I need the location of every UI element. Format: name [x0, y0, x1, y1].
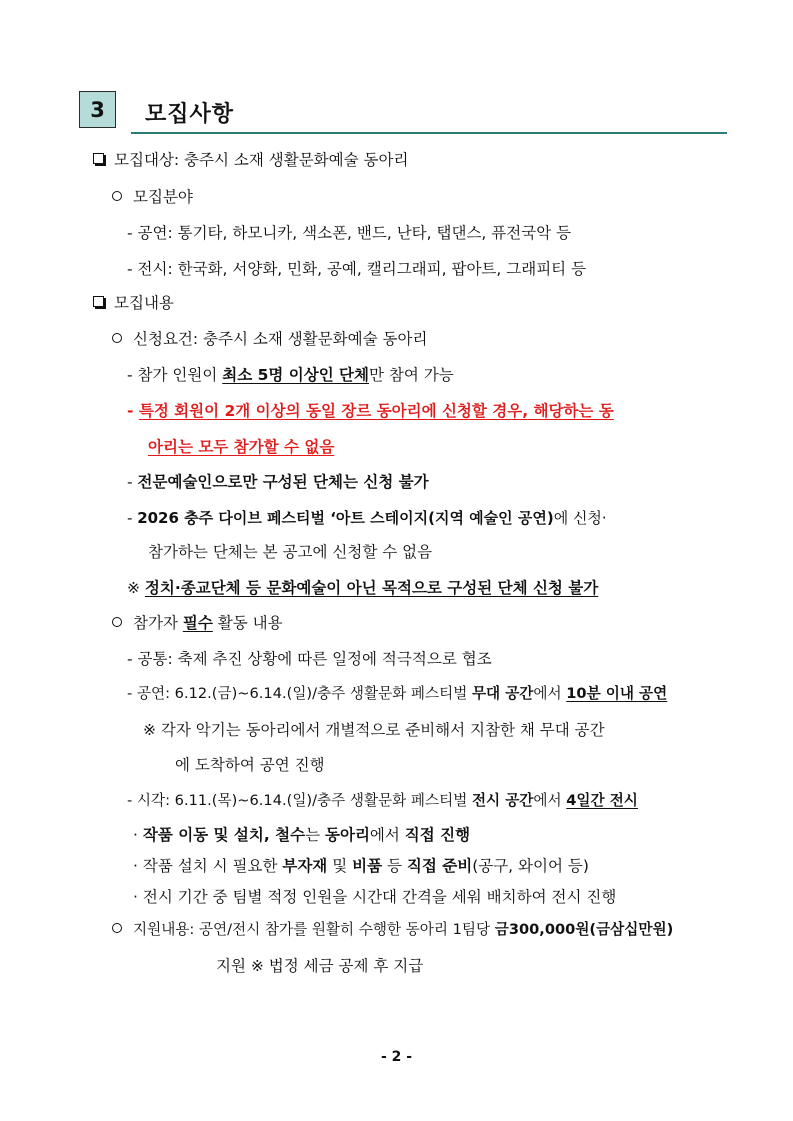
circle-bullet-icon — [112, 923, 122, 933]
duty-performance: - 공연: 6.12.(금)~6.14.(일)/충주 생활문화 페스티벌 무대 공간에서 10분 이내 공연 — [127, 685, 668, 702]
support-content: 지원내용: 공연/전시 참가를 원활히 수행한 동아리 1팀당 금300,000원(금삼십만원) — [112, 920, 673, 940]
performance-genres: - 공연: 통기타, 하모니카, 색소폰, 밴드, 난타, 탭댄스, 퓨전국악 등 — [127, 224, 572, 242]
duty-exhibition: - 시각: 6.11.(목)~6.14.(일)/충주 생활문화 페스티벌 전시 공간에서 4일간 전시 — [127, 792, 638, 809]
page-number: - 2 - — [380, 1049, 413, 1065]
requirement-no-professionals: - 전문예술인으로만 구성된 단체는 신청 불가 — [127, 473, 429, 491]
participant-duties-heading: 참가자 필수 활동 내용 — [112, 613, 283, 633]
exhibition-install: · 작품 이동 및 설치, 철수는 동아리에서 직접 진행 — [133, 826, 471, 844]
requirement-art-stage: - 2026 충주 다이브 페스티벌 ‘아트 스테이지(지역 예술인 공연)에 신청· — [127, 509, 607, 527]
duty-common: - 공통: 축제 추진 상황에 따른 일정에 적극적으로 협조 — [127, 650, 492, 668]
circle-bullet-icon — [112, 617, 122, 627]
application-requirements: 신청요건: 충주시 소재 생활문화예술 동아리 — [112, 329, 427, 349]
support-content-cont: 지원 ※ 법정 세금 공제 후 지급 — [216, 957, 424, 975]
note-instruments: ※ 각자 악기는 동아리에서 개별적으로 준비해서 지참한 채 무대 공간 — [143, 721, 605, 739]
recruit-content-heading: 모집내용 — [93, 293, 174, 313]
section-number: 3 — [90, 97, 105, 122]
square-bullet-icon — [93, 296, 104, 307]
requirement-min-members: - 참가 인원이 최소 5명 이상인 단체만 참여 가능 — [127, 366, 454, 384]
section-divider — [131, 132, 727, 134]
requirement-duplicate-warning-cont: 아리는 모두 참가할 수 없음 — [148, 438, 335, 456]
exhibition-materials: · 작품 설치 시 필요한 부자재 및 비품 등 직접 준비(공구, 와이어 등) — [133, 857, 589, 875]
exhibition-staffing: · 전시 기간 중 팀별 적정 인원을 시간대 간격을 세워 배치하여 전시 진행 — [133, 888, 617, 906]
circle-bullet-icon — [112, 333, 122, 343]
circle-bullet-icon — [112, 191, 122, 201]
requirement-duplicate-warning: - 특정 회원이 2개 이상의 동일 장르 동아리에 신청할 경우, 해당하는 동 — [127, 402, 614, 420]
square-bullet-icon — [93, 153, 104, 164]
note-political-religious: ※ 정치·종교단체 등 문화예술이 아닌 목적으로 구성된 단체 신청 불가 — [127, 579, 599, 597]
recruit-target: 모집대상: 충주시 소재 생활문화예술 동아리 — [93, 150, 408, 170]
note-instruments-cont: 에 도착하여 공연 진행 — [175, 756, 325, 774]
requirement-art-stage-cont: 참가하는 단체는 본 공고에 신청할 수 없음 — [148, 543, 433, 561]
exhibition-genres: - 전시: 한국화, 서양화, 민화, 공예, 캘리그래피, 팝아트, 그래피티 등 — [127, 260, 587, 278]
recruit-field-heading: 모집분야 — [112, 187, 193, 207]
section-title: 모집사항 — [145, 102, 235, 127]
section-number-badge — [79, 91, 116, 128]
